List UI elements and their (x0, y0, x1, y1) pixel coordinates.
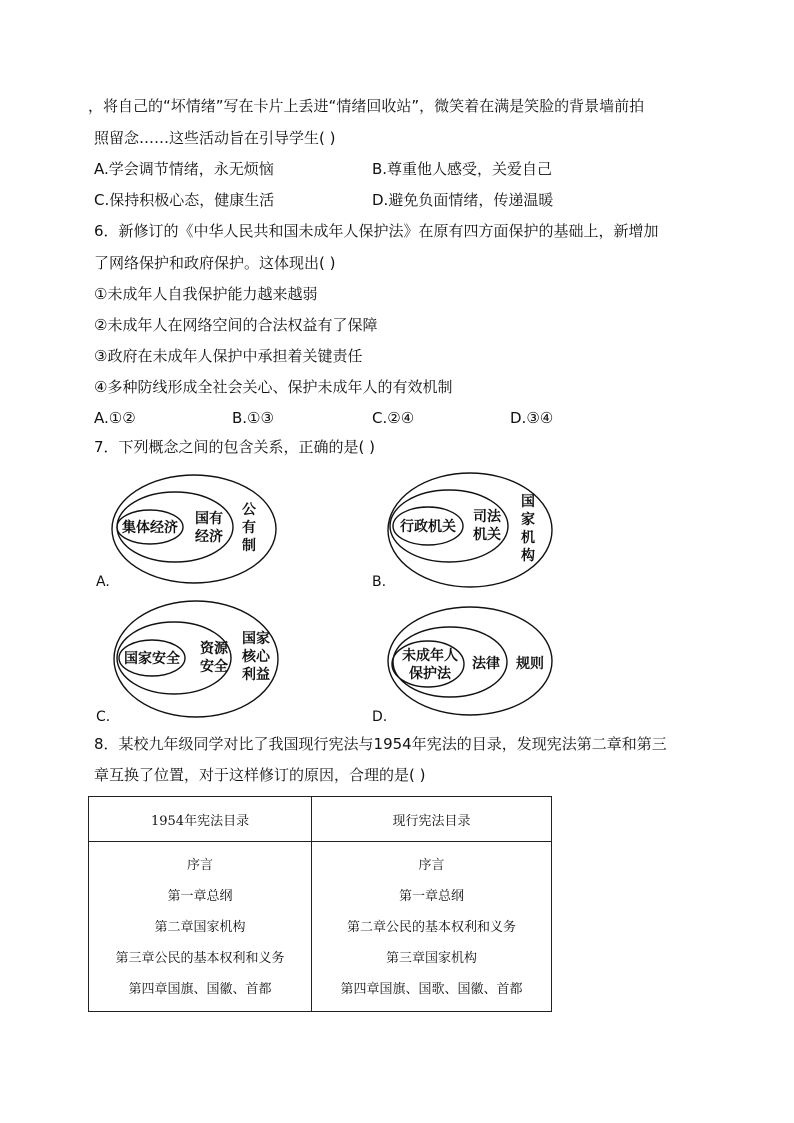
venn-d-letter: D. (372, 709, 388, 725)
venn-c-letter: C. (96, 709, 111, 725)
venn-a-middle-2: 经济 (195, 529, 223, 545)
toc-1954-entry: 第一章总纲 (167, 889, 233, 904)
q5-stem-line1: ，将自己的“坏情绪”写在卡片上丢进“情绪回收站”，微笑着在满是笑脸的背景墙前拍 (88, 97, 645, 115)
venn-c-middle-2: 安全 (200, 659, 228, 675)
venn-c-inner: 国家安全 (124, 651, 180, 667)
table-header-current: 现行宪法目录 (312, 797, 552, 842)
toc-1954-entry: 第四章国旗、国徽、首都 (128, 982, 272, 997)
venn-d-middle: 法律 (472, 656, 500, 672)
venn-b-middle-2: 机关 (473, 527, 501, 543)
venn-d-inner-2: 保护法 (409, 666, 451, 682)
table-col-current (312, 842, 552, 1012)
venn-diagram-a (110, 472, 280, 590)
q5-option-b: B.尊重他人感受，关爱自己 (372, 160, 553, 178)
toc-1954-entry: 第三章公民的基本权利和义务 (115, 951, 285, 966)
table-col-1954 (89, 842, 312, 1012)
toc-1954-entry: 序言 (187, 858, 214, 873)
toc-current-entry: 第三章国家机构 (386, 951, 478, 966)
venn-a-middle-1: 国有 (195, 511, 223, 527)
q7-stem: 7．下列概念之间的包含关系，正确的是( ) (94, 438, 376, 456)
q5-option-d: D.避免负面情绪，传递温暖 (372, 191, 554, 209)
q5-option-a: A.学会调节情绪，永无烦恼 (94, 160, 274, 178)
venn-a-inner: 集体经济 (122, 520, 178, 536)
q8-stem-line1: 8．某校九年级同学对比了我国现行宪法与1954年宪法的目录，发现宪法第二章和第三 (94, 735, 667, 753)
venn-b-outer-4: 构 (521, 548, 535, 564)
venn-d-inner-1: 未成年人 (402, 648, 458, 664)
venn-a-outer-3: 制 (242, 538, 256, 554)
venn-a-outer-2: 有 (242, 520, 256, 536)
toc-current-entry: 第二章公民的基本权利和义务 (347, 920, 517, 935)
venn-b-inner: 行政机关 (400, 519, 456, 535)
venn-b-middle-1: 司法 (473, 509, 501, 525)
venn-d-outer: 规则 (516, 656, 544, 672)
venn-b-outer-3: 机 (521, 530, 535, 546)
q6-stem-line1: 6．新修订的《中华人民共和国未成年人保护法》在原有四方面保护的基础上，新增加 (94, 222, 659, 240)
q6-option-b: B.①③ (232, 409, 274, 427)
q6-statement-3: ③政府在未成年人保护中承担着关键责任 (94, 347, 363, 365)
venn-b-letter: B. (372, 574, 387, 590)
table-header-1954: 1954年宪法目录 (89, 797, 312, 842)
q8-stem-line2: 章互换了位置，对于这样修订的原因，合理的是( ) (94, 766, 426, 784)
q6-statement-1: ①未成年人自我保护能力越来越弱 (94, 285, 318, 303)
toc-current-entry: 第一章总纲 (399, 889, 465, 904)
q6-statement-2: ②未成年人在网络空间的合法权益有了保障 (94, 316, 378, 334)
constitution-toc-table (88, 796, 552, 1012)
q6-statement-4: ④多种防线形成全社会关心、保护未成年人的有效机制 (94, 378, 453, 396)
toc-current-entry: 第四章国旗、国歌、国徽、首都 (340, 982, 523, 997)
venn-b-outer-2: 家 (521, 512, 535, 528)
q5-option-c: C.保持积极心态，健康生活 (94, 191, 275, 209)
toc-current-entry: 序言 (418, 858, 445, 873)
venn-c-middle-1: 资源 (200, 641, 228, 657)
venn-diagram-d (386, 604, 556, 722)
venn-diagram-b (386, 470, 556, 594)
toc-1954-entry: 第二章国家机构 (154, 920, 246, 935)
venn-c-outer-1: 国家 (242, 631, 270, 647)
q6-option-a: A.①② (94, 409, 136, 427)
venn-diagram-c (112, 598, 282, 724)
venn-a-letter: A. (96, 574, 110, 590)
venn-c-outer-3: 利益 (242, 667, 270, 683)
venn-b-outer-1: 国 (521, 494, 535, 510)
venn-a-outer-1: 公 (242, 502, 256, 518)
q5-stem-line2: 照留念……这些活动旨在引导学生( ) (94, 129, 336, 147)
q6-stem-line2: 了网络保护和政府保护。这体现出( ) (94, 254, 336, 272)
venn-c-outer-2: 核心 (242, 649, 270, 665)
q6-option-d: D.③④ (510, 409, 554, 427)
q6-option-c: C.②④ (372, 409, 415, 427)
